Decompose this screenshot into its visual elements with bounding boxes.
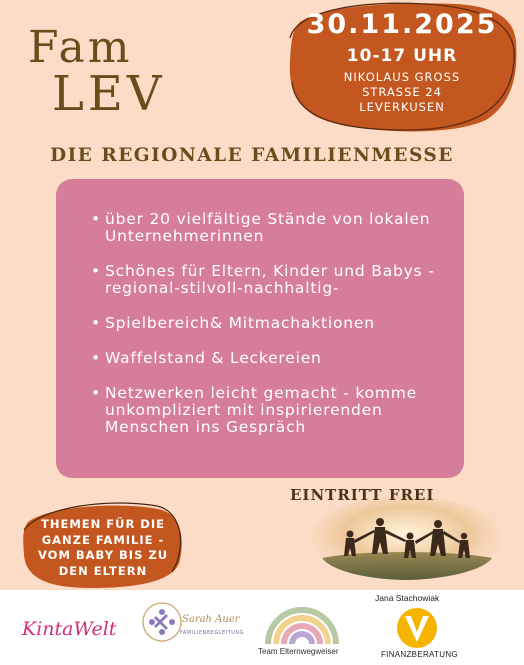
team-elternwegweiser-label: Team Elternwegweiser	[258, 647, 339, 656]
event-time: 10-17 UHR	[346, 46, 458, 66]
themes-line-2: GANZE FAMILIE -	[41, 532, 165, 547]
highlights-list	[91, 211, 451, 454]
entry-free-label: EINTRITT FREI	[290, 486, 435, 504]
themes-line-3: VOM BABY BIS ZU	[37, 548, 169, 562]
jana-stachowiak-label: Jana Stachowiak	[375, 593, 440, 603]
family-photo	[310, 496, 502, 580]
sarah-auer-name: Sarah Auer	[182, 614, 240, 625]
address-line-2: STRASSE 24	[362, 85, 442, 99]
list-item: • Waffelstand & Leckereien	[91, 349, 322, 367]
event-details	[290, 8, 514, 115]
list-item: • Schönes für Eltern, Kinder und Babys -regional-stilvoll-nachhaltig-	[91, 262, 435, 297]
page-subtitle: DIE REGIONALE FAMILIENMESSE	[50, 145, 454, 166]
address-line-1: NIKOLAUS GROSS	[343, 70, 461, 84]
list-item: • Netzwerken leicht gemacht - komme unkompliziert mit inspirierenden Menschen ins Gespräch	[91, 384, 418, 436]
finanzberatung-label: FINANZBERATUNG	[381, 650, 458, 659]
list-item: • Spielbereich& Mitmachaktionen	[91, 314, 375, 332]
address-line-3: LEVERKUSEN	[359, 100, 445, 114]
themes-text	[34, 517, 172, 579]
sarah-auer-subtitle: FAMILIENBEGLEITUNG	[180, 630, 244, 636]
title-fam: Fam	[28, 22, 133, 73]
event-date: 30.11.2025	[306, 9, 498, 40]
title-lev: LEV	[52, 66, 166, 122]
themes-line-1: THEMEN FÜR DIE	[41, 517, 165, 531]
finanzberatung-v-logo	[393, 606, 441, 650]
themes-line-4: DEN ELTERN	[58, 563, 148, 578]
highlights-box	[56, 179, 464, 478]
rainbow-icon	[262, 598, 342, 646]
kintawelt-logo: KintaWelt	[22, 618, 117, 640]
list-item: • über 20 vielfältige Stände von lokalen Unternehmerinnen	[91, 210, 431, 245]
